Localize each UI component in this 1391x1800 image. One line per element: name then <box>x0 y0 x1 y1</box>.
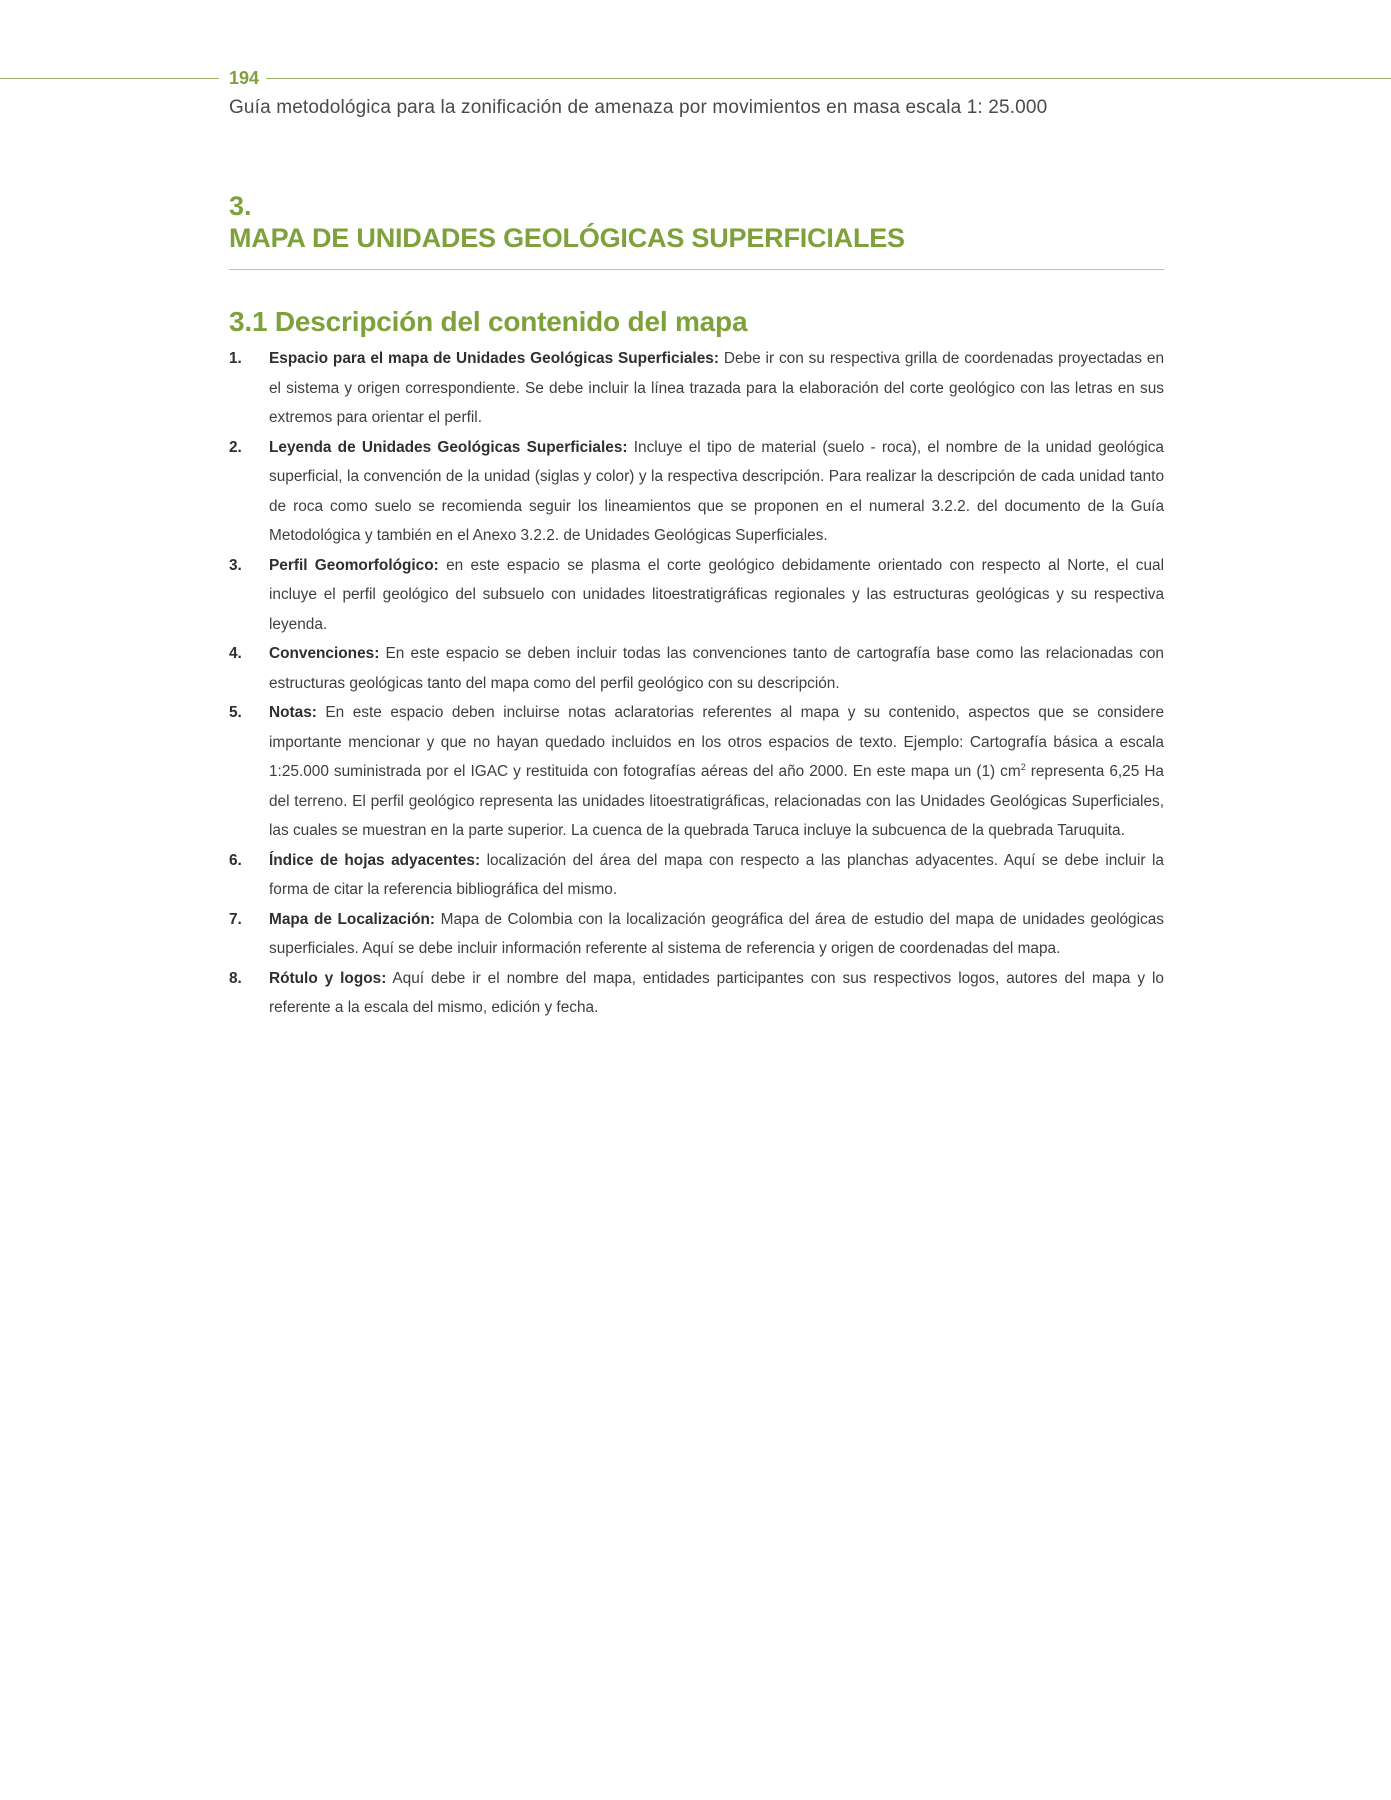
header-rule-left <box>0 78 219 79</box>
list-item <box>229 846 1164 905</box>
item-lead: Mapa de Localización: <box>269 910 436 928</box>
item-text: En este espacio deben incluirse notas aclaratorias referentes al mapa y su contenido, aspectos que se considere importante mencionar y que no hayan quedado incluidos en los otros espacios de texto. Ejemplo: Cartografía básica a escala 1:25.000 suministrada por el IGAC y restituida con fotografías aéreas del año 2000. En este mapa un (1) cm <box>269 704 1164 780</box>
item-number: 6. <box>229 851 242 869</box>
item-number: 2. <box>229 438 242 456</box>
header-rule-right <box>266 78 1391 79</box>
item-lead: Convenciones: <box>269 645 380 662</box>
item-text: En este espacio se deben incluir todas las convenciones tanto de cartografía base como las relacionadas con estructuras geológicas tanto del mapa como del perfil geológico con su descripción. <box>269 645 1164 692</box>
item-lead: Notas: <box>269 704 317 721</box>
chapter-number: 3. <box>229 191 252 221</box>
list-item <box>229 698 1164 846</box>
item-lead: Leyenda de Unidades Geológicas Superficiales: <box>269 438 628 456</box>
list-item <box>229 639 1164 698</box>
section-title: 3.1 Descripción del contenido del mapa <box>229 306 748 337</box>
item-text: Mapa de Colombia con la localización geográfica del área de estudio del mapa de unidades geológicas superficiales. Aquí se debe incluir información referente al sistema de referencia y origen de coordenadas del mapa. <box>269 910 1164 957</box>
item-text-continued: representa 6,25 Ha del terreno. El perfil geológico representa las unidades litoestratigráficas, relacionadas con las Unidades Geológicas Superficiales, las cuales se muestran en la parte superior. La cuenca de la quebrada Taruca incluye la subcuenca de la quebrada Taruquita. <box>269 763 1164 839</box>
page-number: 194 <box>229 68 260 88</box>
item-lead: Índice de hojas adyacentes: <box>269 851 481 869</box>
item-text: en este espacio se plasma el corte geológico debidamente orientado con respecto al Norte, el cual incluye el perfil geológico del subsuelo con unidades litoestratigráficas regionales y las estructuras geológicas y su respectiva leyenda. <box>269 556 1164 633</box>
item-text: localización del área del mapa con respecto a las planchas adyacentes. Aquí se debe incluir la forma de citar la referencia bibliográfica del mismo. <box>269 851 1164 898</box>
item-lead: Espacio para el mapa de Unidades Geológicas Superficiales: <box>269 350 719 367</box>
list-item <box>229 905 1164 964</box>
list-item <box>229 433 1164 551</box>
item-text: Aquí debe ir el nombre del mapa, entidades participantes con sus respectivos logos, autores del mapa y lo referente a la escala del mismo, edición y fecha. <box>269 969 1164 1016</box>
chapter-heading <box>229 190 1164 254</box>
item-text: Debe ir con su respectiva grilla de coordenadas proyectadas en el sistema y origen correspondiente. Se debe incluir la línea trazada para la elaboración del corte geológico con las letras en sus extremos para orientar el perfil. <box>269 350 1164 426</box>
superscript: 2 <box>1020 761 1026 772</box>
list-item <box>229 964 1164 1023</box>
list-item <box>229 551 1164 640</box>
chapter-divider <box>229 269 1164 270</box>
item-lead: Rótulo y logos: <box>269 969 387 987</box>
item-number: 4. <box>229 645 242 662</box>
item-text: Incluye el tipo de material (suelo - roca), el nombre de la unidad geológica superficial, la convención de la unidad (siglas y color) y la respectiva descripción. Para realizar la descripción de cada unidad tanto de roca como suelo se recomienda seguir los lineamientos que se proponen en el numeral 3.2.2. del documento de la Guía Metodológica y también en el Anexo 3.2.2. de Unidades Geológicas Superficiales. <box>269 438 1164 544</box>
list-item <box>229 344 1164 433</box>
running-title: Guía metodológica para la zonificación de amenaza por movimientos en masa escala 1: 25.000 <box>229 97 1048 118</box>
item-number: 8. <box>229 969 242 987</box>
item-lead: Perfil Geomorfológico: <box>269 556 439 574</box>
chapter-title: MAPA DE UNIDADES GEOLÓGICAS SUPERFICIALES <box>229 223 905 253</box>
item-number: 7. <box>229 910 242 928</box>
item-number: 5. <box>229 704 242 721</box>
content-list <box>229 344 1164 1023</box>
item-number: 3. <box>229 556 242 574</box>
item-number: 1. <box>229 350 242 367</box>
